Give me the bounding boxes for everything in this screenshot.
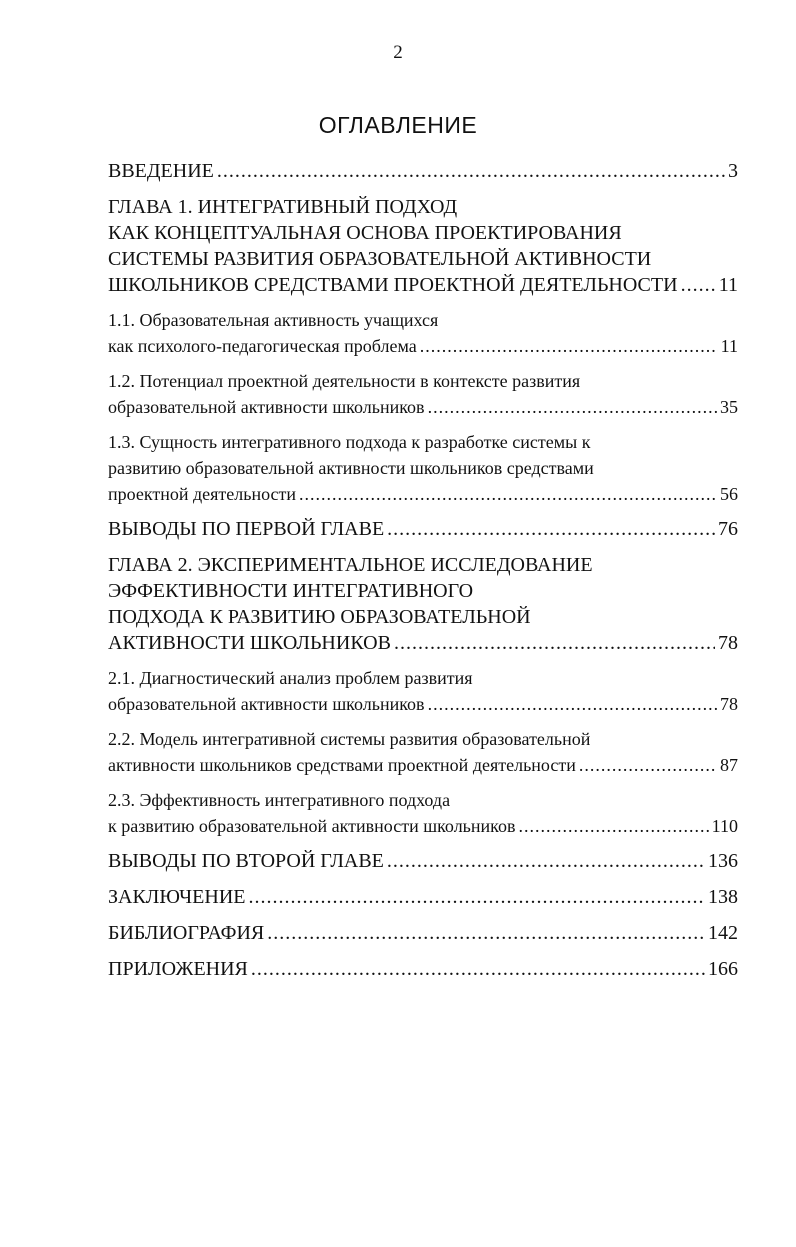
dot-leader bbox=[518, 813, 708, 839]
toc-entry-text: ЗАКЛЮЧЕНИЕ bbox=[108, 886, 246, 908]
toc-title: ОГЛАВЛЕНИЕ bbox=[318, 112, 478, 138]
toc-entry-section-1-2[interactable] bbox=[108, 368, 738, 420]
toc-entry-text: ВЫВОДЫ ПО ПЕРВОЙ ГЛАВЕ bbox=[108, 518, 385, 540]
toc-entry-text: ГЛАВА 1. ИНТЕГРАТИВНЫЙ ПОДХОД bbox=[108, 196, 458, 218]
toc-page-number: 136 bbox=[708, 850, 738, 872]
toc-entry-text: образовательной активности школьников bbox=[108, 397, 425, 417]
dot-leader bbox=[251, 956, 705, 982]
dot-leader bbox=[579, 752, 717, 778]
toc-page-number: 87 bbox=[720, 755, 738, 775]
toc-entry-text: ПОДХОДА К РАЗВИТИЮ ОБРАЗОВАТЕЛЬНОЙ bbox=[108, 606, 531, 628]
toc-page-number: 110 bbox=[711, 816, 738, 836]
toc-page-number: 166 bbox=[708, 958, 738, 980]
toc-page-number: 11 bbox=[718, 274, 738, 296]
toc-page-number: 76 bbox=[718, 518, 738, 540]
toc-page-number: 56 bbox=[720, 484, 738, 504]
toc-entry-conclusion[interactable] bbox=[108, 884, 738, 910]
toc-entry-text: ПРИЛОЖЕНИЯ bbox=[108, 958, 248, 980]
toc-page-number: 138 bbox=[708, 886, 738, 908]
dot-leader bbox=[394, 630, 715, 656]
toc-entry-conclusions-chapter-2[interactable] bbox=[108, 848, 738, 874]
toc-entry-conclusions-chapter-1[interactable] bbox=[108, 516, 738, 542]
toc-entry-text: 1.1. Образовательная активность учащихся bbox=[108, 310, 439, 330]
toc-entry-section-2-2[interactable] bbox=[108, 726, 738, 778]
toc-page-number: 142 bbox=[708, 922, 738, 944]
toc-page-number: 78 bbox=[720, 694, 738, 714]
toc-page-number: 35 bbox=[720, 397, 738, 417]
toc-entry-text: ШКОЛЬНИКОВ СРЕДСТВАМИ ПРОЕКТНОЙ ДЕЯТЕЛЬНОСТИ bbox=[108, 274, 678, 296]
toc-entry-chapter-1[interactable] bbox=[108, 194, 738, 298]
toc-entry-text: 2.3. Эффективность интегративного подхода bbox=[108, 790, 451, 810]
toc-entry-section-2-1[interactable] bbox=[108, 665, 738, 717]
toc-page-number: 11 bbox=[720, 336, 738, 356]
dot-leader bbox=[387, 848, 705, 874]
toc-entry-text: 2.2. Модель интегративной системы развития образовательной bbox=[108, 729, 591, 749]
toc-entry-section-2-3[interactable] bbox=[108, 787, 738, 839]
dot-leader bbox=[217, 158, 725, 184]
toc-entry-text: проектной деятельности bbox=[108, 484, 297, 504]
toc-entry-text: развитию образовательной активности школьников средствами bbox=[108, 458, 594, 478]
toc-entry-text: БИБЛИОГРАФИЯ bbox=[108, 922, 265, 944]
toc-entry-text: 2.1. Диагностический анализ проблем развития bbox=[108, 668, 473, 688]
dot-leader bbox=[267, 920, 705, 946]
toc-entry-text: ГЛАВА 2. ЭКСПЕРИМЕНТАЛЬНОЕ ИССЛЕДОВАНИЕ bbox=[108, 554, 593, 576]
toc-entry-introduction[interactable] bbox=[108, 158, 738, 184]
dot-leader bbox=[420, 333, 718, 359]
toc-entry-text: ВВЕДЕНИЕ bbox=[108, 160, 214, 182]
toc-entry-text: образовательной активности школьников bbox=[108, 694, 425, 714]
dot-leader bbox=[681, 272, 716, 298]
toc-entry-text: 1.3. Сущность интегративного подхода к разработке системы к bbox=[108, 432, 591, 452]
table-of-contents bbox=[108, 158, 738, 992]
toc-entry-text: как психолого-педагогическая проблема bbox=[108, 336, 417, 356]
toc-entry-appendices[interactable] bbox=[108, 956, 738, 982]
dot-leader bbox=[248, 884, 705, 910]
toc-entry-chapter-2[interactable] bbox=[108, 552, 738, 656]
toc-page-number: 78 bbox=[718, 632, 738, 654]
dot-leader bbox=[299, 481, 717, 507]
toc-entry-text: к развитию образовательной активности школьников bbox=[108, 816, 516, 836]
toc-entry-text: ЭФФЕКТИВНОСТИ ИНТЕГРАТИВНОГО bbox=[108, 580, 474, 602]
toc-entry-bibliography[interactable] bbox=[108, 920, 738, 946]
page-number: 2 bbox=[393, 42, 403, 63]
dot-leader bbox=[387, 516, 715, 542]
toc-entry-section-1-1[interactable] bbox=[108, 307, 738, 359]
toc-entry-text: активности школьников средствами проектной деятельности bbox=[108, 755, 576, 775]
toc-entry-text: СИСТЕМЫ РАЗВИТИЯ ОБРАЗОВАТЕЛЬНОЙ АКТИВНОСТИ bbox=[108, 248, 652, 270]
toc-entry-text: 1.2. Потенциал проектной деятельности в контексте развития bbox=[108, 371, 581, 391]
toc-entry-section-1-3[interactable] bbox=[108, 429, 738, 507]
toc-entry-text: ВЫВОДЫ ПО ВТОРОЙ ГЛАВЕ bbox=[108, 850, 384, 872]
dot-leader bbox=[428, 394, 717, 420]
dot-leader bbox=[428, 691, 717, 717]
toc-entry-text: КАК КОНЦЕПТУАЛЬНАЯ ОСНОВА ПРОЕКТИРОВАНИЯ bbox=[108, 222, 622, 244]
toc-page-number: 3 bbox=[728, 160, 738, 182]
toc-entry-text: АКТИВНОСТИ ШКОЛЬНИКОВ bbox=[108, 632, 391, 654]
